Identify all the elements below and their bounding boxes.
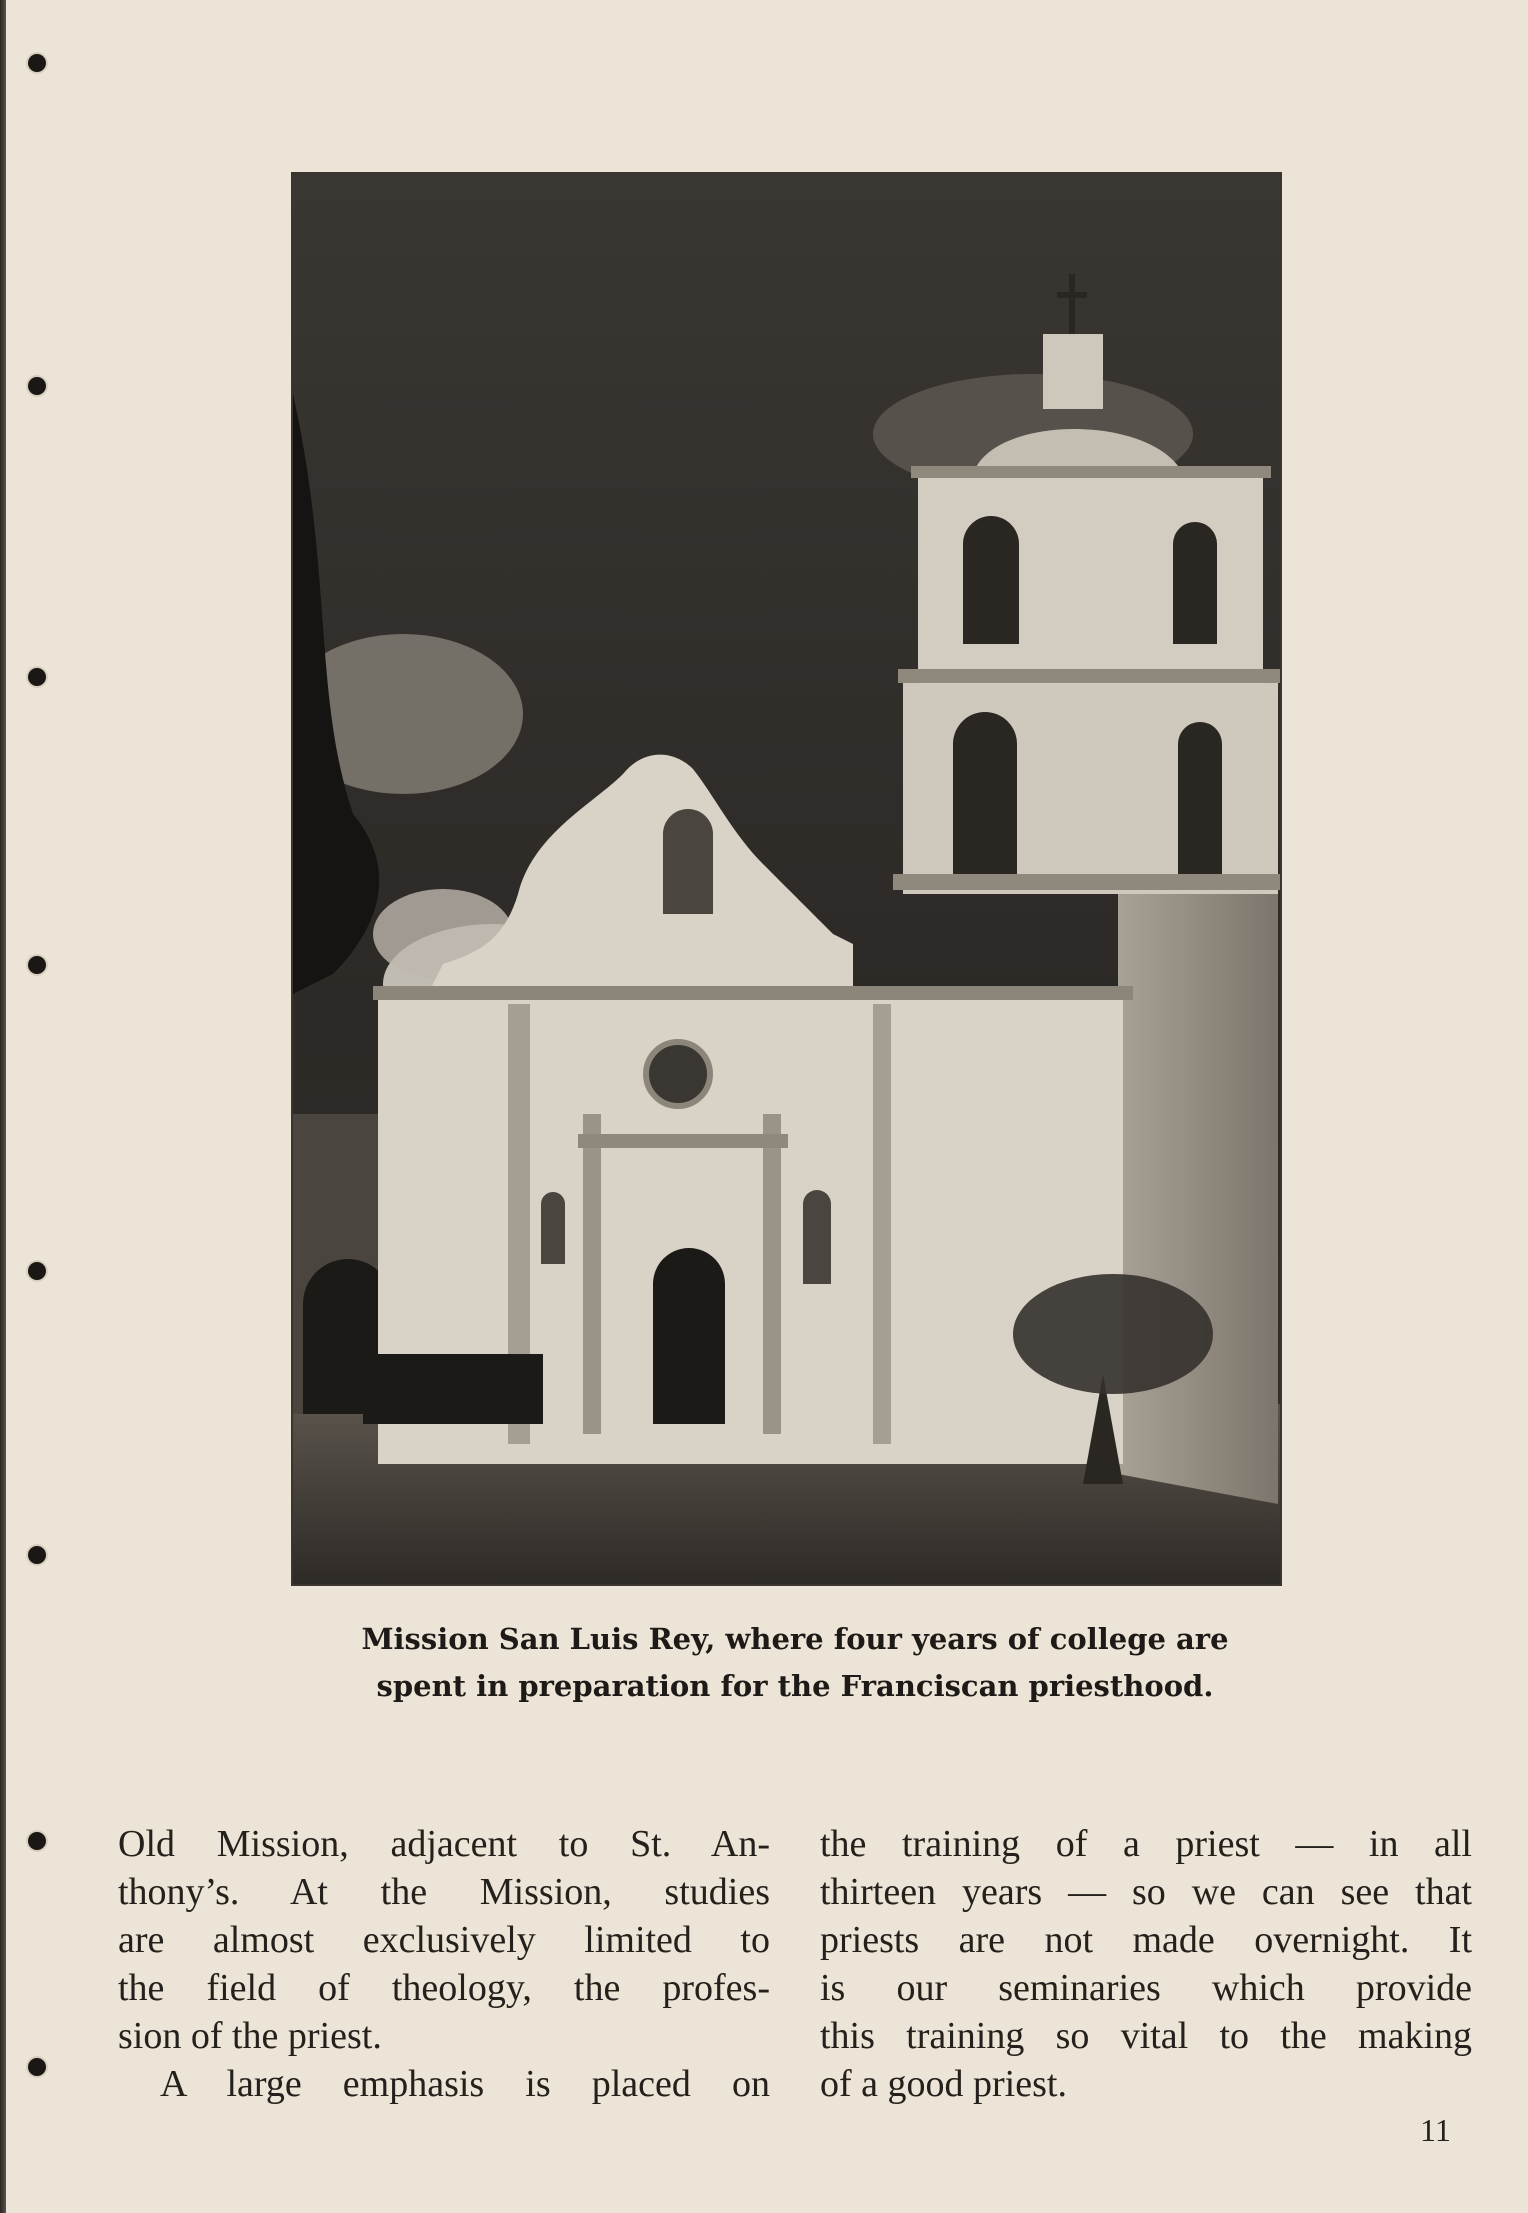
caption-line: Mission San Luis Rey, where four years of college are <box>361 1622 1229 1656</box>
text-line: this training so vital to the making <box>820 2015 1472 2057</box>
text-line: A large emphasis is placed on <box>160 2063 770 2105</box>
text-line: thony’s. At the Mission, studies <box>118 1871 770 1913</box>
caption-line: spent in preparation for the Franciscan priesthood. <box>376 1669 1214 1703</box>
punch-hole <box>28 377 46 395</box>
text-line: the field of theology, the profes- <box>118 1967 770 2009</box>
photo-caption <box>240 1616 1350 1710</box>
punch-hole <box>28 1546 46 1564</box>
punch-hole <box>28 1262 46 1280</box>
text-line: are almost exclusively limited to <box>118 1919 770 1961</box>
text-line: priests are not made overnight. It <box>820 1919 1472 1961</box>
text-line: is our seminaries which provide <box>820 1967 1472 2009</box>
mission-photograph <box>293 174 1280 1584</box>
punch-hole <box>28 668 46 686</box>
page-binding-edge <box>0 0 6 2213</box>
text-line: of a good priest. <box>820 2063 1067 2105</box>
punch-hole <box>28 956 46 974</box>
page-number: 11 <box>1420 2112 1451 2148</box>
body-text-right-column <box>820 1820 1472 2108</box>
text-line: thirteen years — so we can see that <box>820 1871 1472 1913</box>
text-line: Old Mission, adjacent to St. An- <box>118 1823 770 1865</box>
punch-hole <box>28 54 46 72</box>
body-text-left-column <box>118 1820 770 2108</box>
punch-hole <box>28 1832 46 1850</box>
text-line: sion of the priest. <box>118 2015 382 2057</box>
punch-hole <box>28 2058 46 2076</box>
mission-photo-illustration <box>293 174 1280 1584</box>
text-line: the training of a priest — in all <box>820 1823 1472 1865</box>
